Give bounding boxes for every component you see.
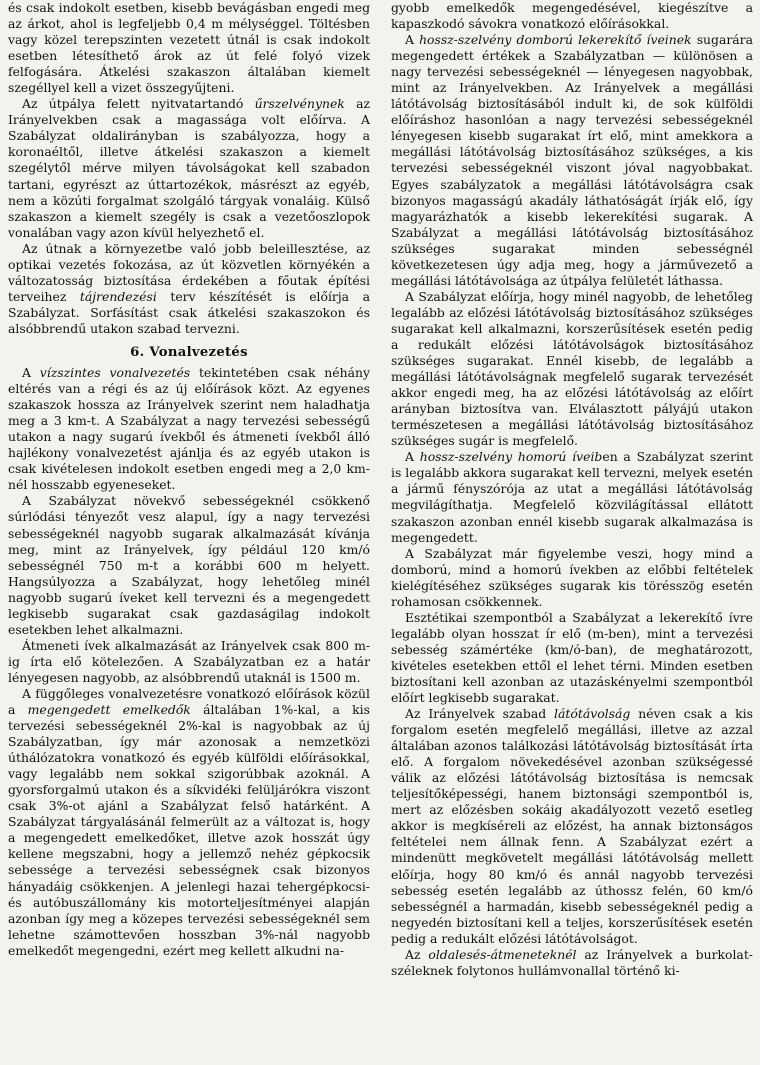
paragraph-text: és csak indokolt esetben, kisebb bevágásban engedi meg az árkot, ahol is legfeljebb 0,4 m mélységgel. Töltésben vagy közel terepszinten vezetett útnál is csak indokolt esetben létesíthető árok az út felé folyó vizek felfogására. Átkelési szakaszon általában kiemelt szegéllyel kell a vizet összegyűjteni. (8, 0, 370, 96)
paragraph-text: A (405, 32, 414, 48)
paragraph (391, 449, 753, 545)
paragraph-text: általában 1%-kal, a kis tervezési sebességeknél 2%-kal is nagyobbak az új Szabályzatban, így már azonosak a nemzetközi úthálózatokra vonatkozó és egyéb külföldi előírásokkal, vagy legalább nem sokkal szigorúbbak azoknál. A gyorsforgalmú utakon és a síkvidéki felüljárókra viszont csak 3%-ot ajánl a Szabályzat felső határként. A Szabályzat tárgyalásánál felmerült az a változat is, hogy a megengedett emelkedőket, illetve azok hosszát úgy kellene megszabni, hogy a jellemző nehéz gépkocsik sebessége a tervezési sebességnek csak bizonyos hányadáig csökkenjen. A jelenlegi hazai tehergépkocsi- és autóbuszállomány kis motorteljesítményei alapján azonban így meg a közepes tervezési sebességeknél sem lehetne számottevően hosszban 3%-nál nagyobb emelkedőt megengedni, ezért meg kellett alkudni na- (8, 702, 370, 958)
paragraph-text: A függőleges vonalvezetésre vonatkozó előírások közül a (8, 685, 370, 718)
paragraph (391, 289, 753, 449)
emphasis-term: hossz-szelvény homorú íveib (419, 449, 603, 465)
paragraph-text: Esztétikai szempontból a Szabályzat a lekerekítő ívre legalább olyan hosszat ír elő (m-ben), mint a tervezési sebesség számértéke (km/ó-ban), de meghatározott, kivételes esetekben ettől el lehet térni. Minden esetben biztosítani kell azonban az utazáskényelmi szempontból előírt legkisebb sugarakat. (391, 609, 753, 706)
emphasis-term: tájrendezési (79, 288, 157, 304)
emphasis-term: hossz-szelvény domború lekerekítő íveinek (419, 32, 692, 48)
paragraph-text: en a Szabályzat szerint is legalább akkora sugarakat kell tervezni, melyek esetén a jármű fényszórója az utat a megállási látótávolság megvilágíthatja. Megfelelő közvilágítással ellátott szakaszon azonban ennél kisebb sugarak alkalmazása is megengedett. (391, 449, 753, 545)
left-column (8, 0, 370, 979)
emphasis-term: űrszelvénynek (254, 96, 345, 112)
right-column (391, 0, 753, 979)
paragraph-text: A Szabályzat növekvő sebességeknél csökkenő súrlódási tényezőt vesz alapul, így a nagy tervezési sebességeknél nagyobb sugarak alkalmazását kívánja meg, mint az Irányelvek, így például 120 km/ó sebességnél 750 m-t a korábbi 600 m helyett. Hangsúlyozza a Szabályzat, hogy lehetőleg minél nagyobb sugarú íveket kell tervezni és a megengedett legkisebb sugarakat csak gazdaságilag indokolt esetekben lehet alkalmazni. (8, 493, 370, 637)
emphasis-term: oldalesés-átmeneteknél (428, 946, 577, 962)
paragraph-text: gyobb emelkedők megengedésével, kiegészítve a kapaszkodó sávokra vonatkozó előírásokkal. (391, 0, 753, 32)
paragraph-text: A Szabályzat előírja, hogy minél nagyobb, de lehetőleg legalább az előzési látótávolság biztosításához szükséges sugarakat kell alkalmazni, korszerűsítések esetén pedig a redukált előzési látótávolságok biztosításához szükséges sugarakat. Ennél kisebb, de legalább a megállási látótávolságnak megfelelő sugarak tervezését akkor engedi meg, ha az előzési látótávolság az előírt arányban biztosítva van. Elválasztott pályájú utakon természetesen a megállási látótávolság biztosításához szükséges sugár is megfelelő. (391, 288, 753, 449)
paragraph (391, 706, 753, 947)
emphasis-term: látótávolság (554, 706, 631, 722)
paragraph (8, 96, 370, 240)
paragraph (8, 686, 370, 959)
emphasis-term: vízszintes vonalvezetés (39, 365, 191, 381)
paragraph-text: A Szabályzat már figyelembe veszi, hogy mind a domború, mind a homorú ívekben az előbbi feltételek kielégítéséhez szükséges sugarak kis törésszög esetén rohamosan csökkennek. (391, 545, 753, 609)
paragraph (8, 493, 370, 637)
paragraph (8, 638, 370, 686)
paragraph (391, 0, 753, 32)
paragraph-text: A (22, 365, 31, 381)
paragraph (391, 546, 753, 610)
paragraph-text: Átmeneti ívek alkalmazását az Irányelvek csak 800 m-ig írta elő kötelezően. A Szabályzatban ez a határ lényegesen nagyobb, az alsóbbrendű utaknál is 1500 m. (8, 637, 370, 685)
paragraph (8, 365, 370, 493)
paragraph-text: Az útpálya felett nyitvatartandó (22, 96, 244, 112)
paragraph (8, 0, 370, 96)
paragraph (391, 947, 753, 979)
paragraph-text: Az Irányelvek szabad (405, 706, 547, 722)
paragraph-text: tekintetében csak néhány eltérés van a régi és az új előírások közt. Az egyenes szakaszok hossza az Irányelvek szerint nem haladhatja meg a 3 km-t. A Szabályzat a nagy tervezési sebességű utakon a nagy sugarú ívekből és átmeneti ívekből álló hajlékony vonalvezetést ajánlja és az egyéb utakon is csak kivételesen indokolt esetben engedi meg a 2,0 km-nél hosszabb egyeneseket. (8, 365, 370, 493)
paragraph (391, 32, 753, 289)
emphasis-term: megengedett emelkedők (27, 702, 191, 718)
paragraph-text: néven csak a kis forgalom esetén megfelelő megállási, illetve az azzal általában azonos találkozási látótávolság biztosítását írta elő. A forgalom növekedésével azonban szükségessé válik az előzési látótávolság biztosítása is nemcsak teljesítőképességi, hanem biztonsági szempontból is, mert az előzésben sokáig akadályozott vezető esetleg akkor is megkíséreli az előzést, ha annak biztonságos feltételei nem állnak fenn. A Szabályzat ezért a mindenütt megkövetelt megállási látótávolság mellett előírja, hogy 80 km/ó és annál nagyobb tervezési sebesség esetén legalább az úthossz felén, 60 km/ó sebességnél a harmadán, kisebb sebességeknél pedig a negyedén biztosítani kell a teljes, korszerűsítések esetén pedig a redukált előzési látótávolságot. (391, 706, 753, 946)
paragraph-text: Az útnak a környezetbe való jobb beleillesztése, az optikai vezetés fokozása, az út közvetlen környékén a változatosság biztosítása érdekében a főutak építési terveihez (8, 240, 370, 304)
paragraph-text: terv készítését is előírja a Szabályzat. Sorfásítást csak átkelési szakaszokon és alsóbbrendű utakon szabad tervezni. (8, 288, 370, 336)
paragraph (8, 241, 370, 337)
paragraph-text: Az (405, 946, 421, 962)
paragraph-text: az Irányelvek a burkolat-széleknek folytonos hullámvonallal történő ki- (391, 946, 753, 978)
paragraph-text: az Irányelvekben csak a magassága volt előírva. A Szabályzat oldalirányban is szabályozza, hogy a koronaéltől, illetve átkelési szakaszon a kiemelt szegélytől mérve milyen távolságokat kell szabadon tartani, egyrészt az úttartozékok, másrészt az egyéb, nem a közúti forgalmat szolgáló tárgyak vonaláig. Külső szakaszon a kiemelt szegély is csak a vezetőoszlopok vonalában vagy azon kívül helyezhető el. (8, 96, 370, 240)
paragraph (391, 610, 753, 706)
paragraph-text: sugarára megengedett értékek a Szabályzatban — különösen a nagy tervezési sebességeknél — lényegesen nagyobbak, mint az Irányelvekben. Az Irányelvek a megállási látótávolság biztosításából indult ki, de sok külföldi előíráshoz hasonlóan a nagy tervezési sebességeknél lényegesen kisebb sugarakat írt elő, mint amekkora a megállási látótávolság biztosításához szükséges, a kis tervezési sebességeknél viszont jóval nagyobbakat. Egyes szabályzatok a megállási látótávolságra csak bizonyos magasságú akadály láthatóságát írják elő, így magyarázhatók a kisebb lekerekítési sugarak. A Szabályzat a megállási látótávolság biztosításához szükséges sugarakat minden sebességnél következetesen úgy adja meg, hogy a járművezető a megállási látótávolsága az útpálya felületét láthassa. (391, 32, 753, 288)
paragraph-text: A (405, 449, 414, 465)
section-heading: 6. Vonalvezetés (130, 344, 248, 360)
two-column-layout (8, 0, 753, 979)
